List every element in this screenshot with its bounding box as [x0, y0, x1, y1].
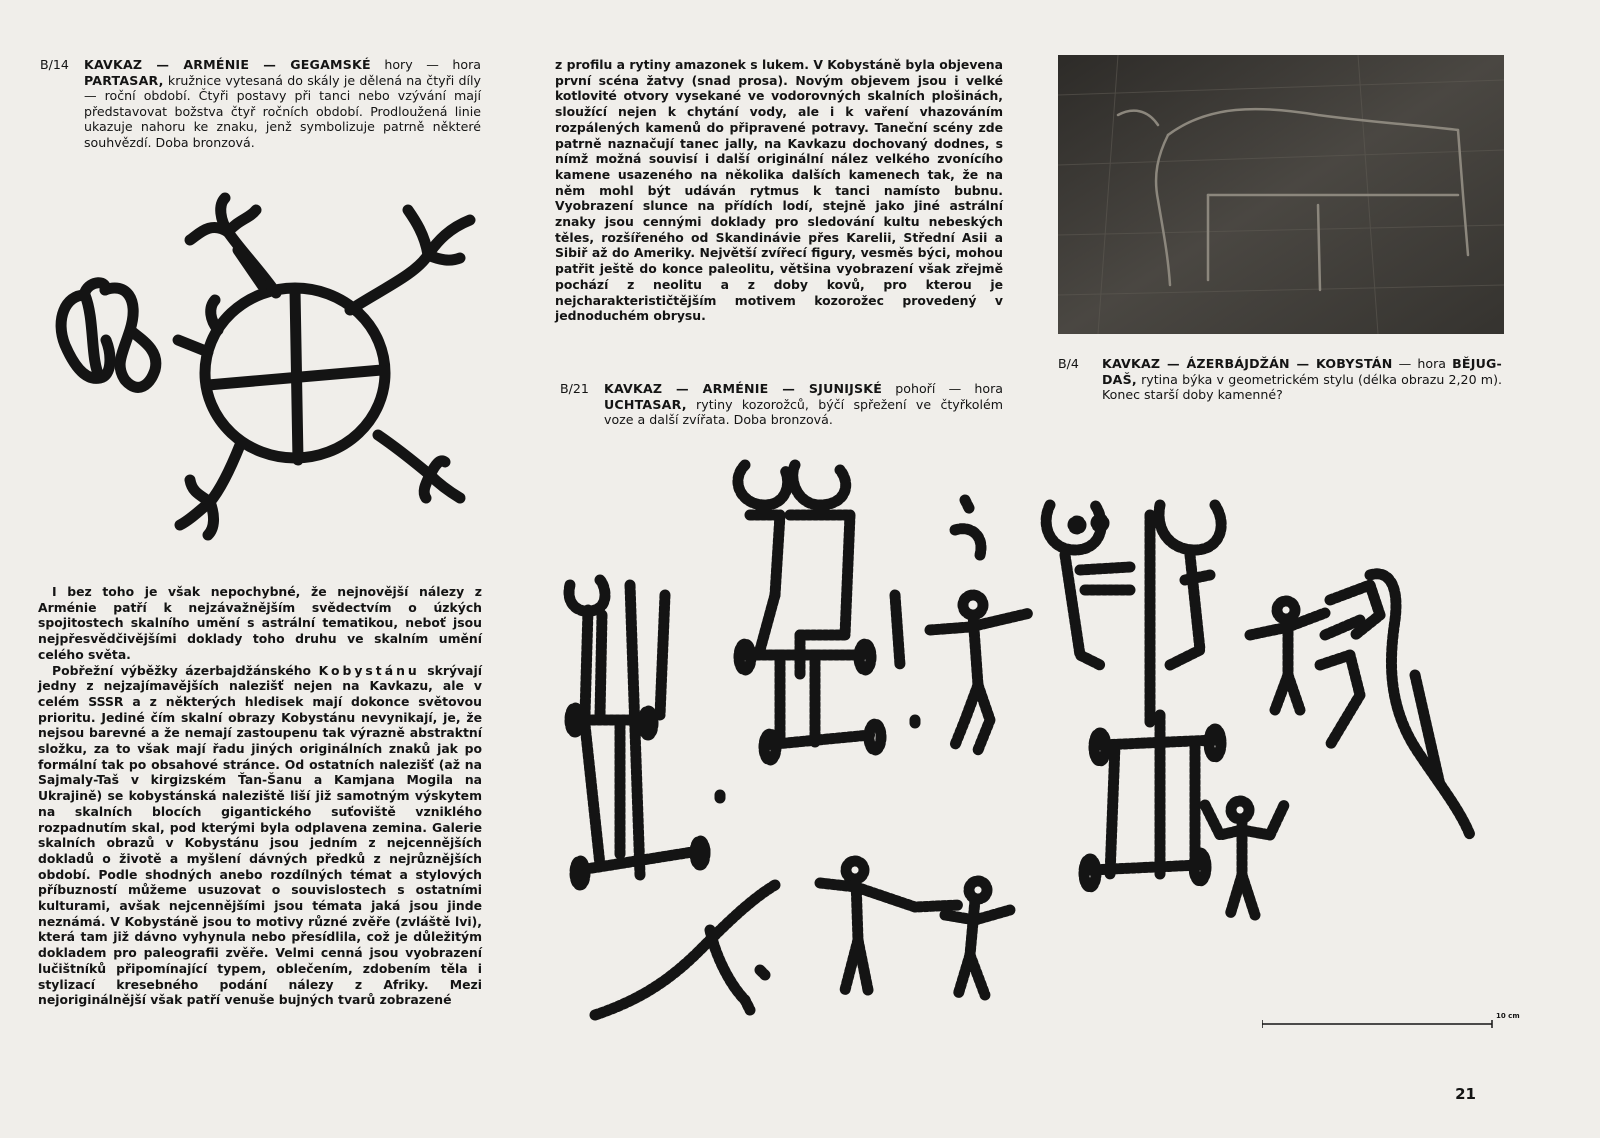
caption-b4-text: rytina býka v geometrickém stylu (délka obrazu 2,20 m). Konec starší doby kamenné?	[1102, 371, 1502, 403]
body-paragraph-1: I bez toho je však nepochybné, že nejnovější nálezy z Arménie patří k nejzávažnějším svědectvím o úzkých spojitostech skalního umění s astrální tematikou, neboť jsou nejpřesvědčivějšími doklady toho druhu ve skalním umění celého světa.	[38, 584, 482, 662]
caption-b14-code: B/14	[40, 57, 69, 72]
column-two-paragraph: z profilu a rytiny amazonek s lukem. V Kobystáně byla objevena první scéna žatvy (snad prosa). Novým objevem jsou i velké kotlovité otvory vysekané ve vodorovných skalních plošinách, sloužící nejen k chytání vody, ale i k vaření vhazováním rozpálených kamenů do připravené potravy. Taneční scény zde patrně naznačují tanec jally, na Kavkazu dochovaný dodnes, s nímž možná souvisí i další originální nález velkého zvonícího kamene usazeného na několika dalších kamenech tak, že na něm mohl být udáván rytmus k tanci namísto bubnu. Vyobrazení slunce na přídích lodí, stejně jako jiné astrální znaky jsou cennými doklady pro sledování kultu nebeských těles, rozšířeného od Skandinávie přes Karelii, Střední Asii a Sibiř až do Ameriky. Největší zvířecí figury, vesměs býci, mohou patřit ještě do konce paleolitu, většina vyobrazení však zřejmě pochází z neolitu a z doby kovů, pro kterou je nejcharakterističtějším motivem kozorožec provedený v jednoduchém obrysu.	[555, 57, 1003, 324]
caption-b4-rest: — hora	[1392, 356, 1453, 371]
caption-b4-place: KAVKAZ — ÁZERBÁJDŽÁN — KOBYSTÁN	[1102, 356, 1393, 371]
caption-b21-code: B/21	[560, 381, 589, 396]
caption-b14-rest: hory — hora	[370, 57, 481, 72]
caption-b14-place: KAVKAZ — ARMÉNIE — GEGAMSKÉ	[84, 57, 371, 72]
body-text-column	[38, 584, 482, 1008]
caption-b14-name: PARTASAR,	[84, 72, 164, 88]
caption-b21-name: UCHTASAR,	[604, 396, 687, 412]
column-two-text	[555, 57, 1003, 324]
scale-label: 10 cm	[1496, 1012, 1520, 1020]
caption-b21-rest: pohoří — hora	[882, 381, 1004, 396]
kobystan-spaced: Kobystánu	[318, 662, 420, 678]
caption-b4	[1058, 356, 1502, 403]
page-number: 21	[1455, 1085, 1476, 1103]
bull-engraving-photo	[1058, 55, 1504, 334]
caption-b21	[560, 381, 1004, 428]
caption-b21-text: rytiny kozorožců, býčí spřežení ve čtyřkolém voze a další zvířata. Doba bronzová.	[604, 396, 1003, 428]
body-paragraph-2-start: Pobřežní výběžky ázerbajdžánského	[52, 662, 319, 678]
body-paragraph-2-rest: skrývají jedny z nejzajímavějších nalezišť nejen na Kavkazu, ale v celém SSSR a z některých hledisek mají dokonce světovou prioritu. Jediné čím skalní obrazy Kobystánu nevynikají, je, že nejsou barevné a že nemají zastoupenu tak výrazně abstraktní složku, za to však mají řadu jiných originálních znaků jak po formální tak po obsahové stránce. Od ostatních nalezišť (až na Sajmaly-Taš v kirgizském Ťan-Šanu a Kamjana Mogila na Ukrajině) se kobystánská naleziště liší již samotným výskytem na skalních blocích gigantického suťoviště vzniklého rozpadnutím skal, pod kterými byla odplavena zemina. Galerie skalních obrazů v Kobystánu jsou jedním z nejcennějších dokladů o životě a myšlení dávných předků z nejrůznějších období. Podle shodných anebo rozdílných témat a stylových příbuzností můžeme usuzovat o souvislostech s ostatními kulturami, avšak nejcennějšími jsou témata jaká jsou jinde neznámá. V Kobystáně jsou to motivy různé zvěře (zvláště lvi), která tam již dávno vyhynula nebo přesídlila, což je důležitým dokladem pro paleografii zvěře. Velmi cenná jsou vyobrazení lučištníků připomínající typem, oblečením, zdobením těla i stylizací kresebného podání nálezy z Afriky. Mezi nejoriginálnější však patří venuše bujných tvarů zobrazené	[38, 662, 482, 1008]
caption-b14-text: kružnice vytesaná do skály je dělená na čtyři díly — roční období. Čtyři postavy při tanci nebo vzývání mají představovat božstva čtyř ročních období. Prodloužená linie ukazuje nahoru ke znaku, jenž symbolizuje patrně některé souhvězdí. Doba bronzová.	[84, 72, 481, 150]
caption-b21-place: KAVKAZ — ARMÉNIE — SJUNIJSKÉ	[604, 381, 883, 396]
scale-bar	[1262, 1014, 1522, 1034]
caption-b4-code: B/4	[1058, 356, 1079, 371]
partasar-petroglyph	[30, 180, 500, 560]
body-paragraph-2	[38, 663, 482, 1008]
photo-texture	[1058, 55, 1504, 334]
caption-b4-name: BĚJUG-DAŠ,	[1102, 356, 1502, 387]
caption-b14	[40, 57, 481, 151]
uchtasar-petroglyphs	[560, 455, 1540, 1055]
